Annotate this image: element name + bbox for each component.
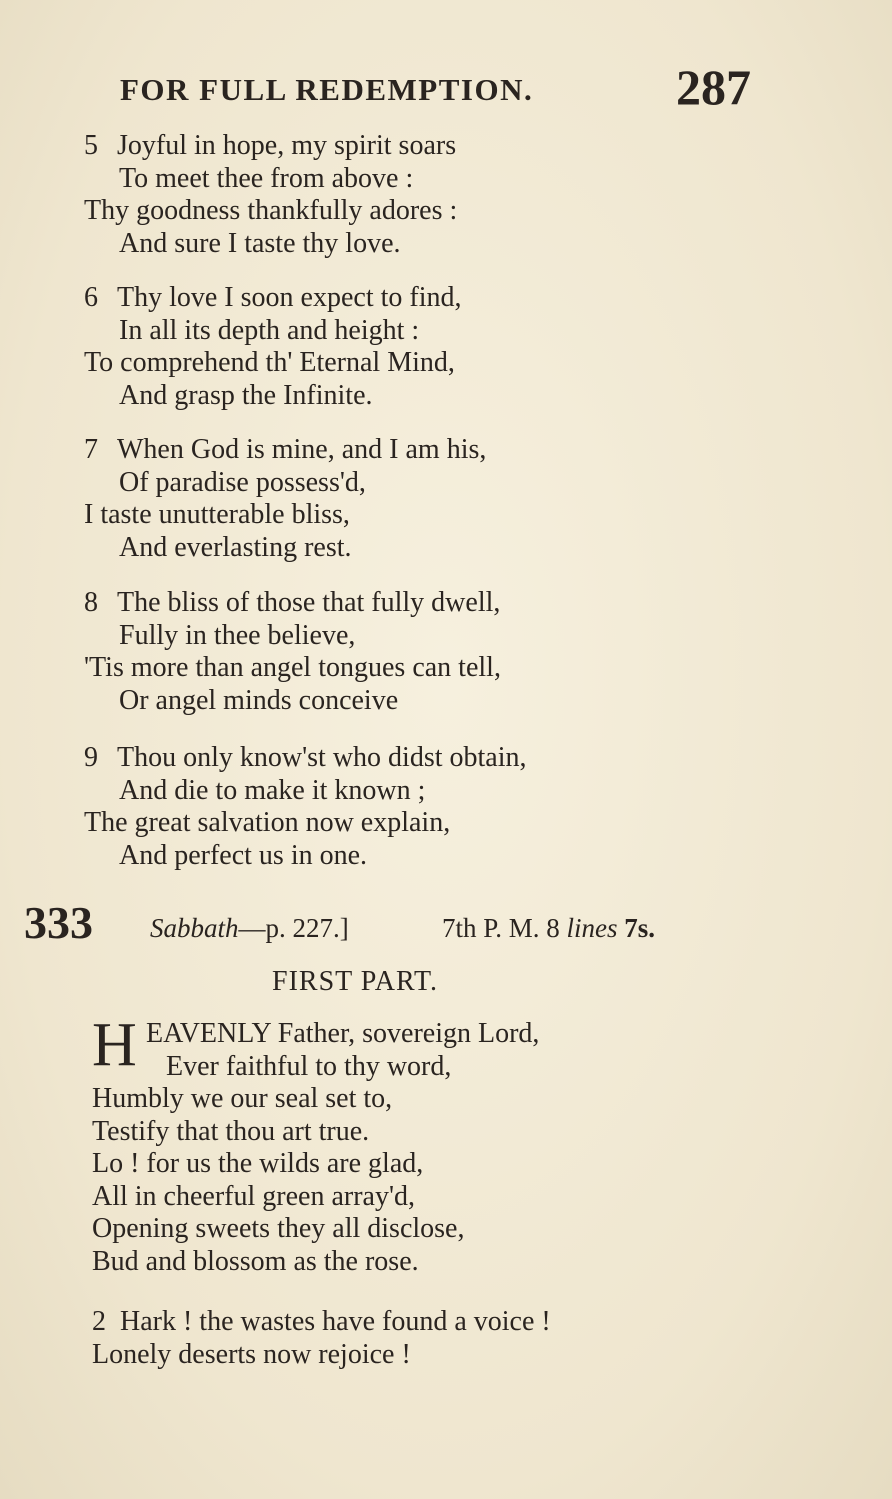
verse-line: Lo ! for us the wilds are glad, xyxy=(92,1148,424,1179)
verse-line: Humbly we our seal set to, xyxy=(92,1083,393,1114)
verse-line: EAVENLY Father, sovereign Lord, xyxy=(146,1018,540,1049)
verse-line: Ever faithful to thy word, xyxy=(166,1050,452,1082)
verse-line: Lonely deserts now rejoice ! xyxy=(92,1338,411,1370)
stanza-7 xyxy=(84,434,486,564)
stanza-line: To comprehend th' Eternal Mind, xyxy=(84,347,455,378)
stanza-line: 8 The bliss of those that fully dwell, xyxy=(84,587,501,618)
stanza-line: The great salvation now explain, xyxy=(84,807,451,838)
hymn-reference: Sabbath—p. 227.] xyxy=(150,913,349,943)
stanza-6 xyxy=(84,282,461,412)
stanza-line: And everlasting rest. xyxy=(119,531,352,563)
stanza-number: 9 xyxy=(84,742,98,773)
stanza-line: And sure I taste thy love. xyxy=(119,227,401,259)
verse-1-capped-lines xyxy=(146,1018,539,1083)
stanza-line: I taste unutterable bliss, xyxy=(84,499,350,530)
stanza-line: 5 Joyful in hope, my spirit soars xyxy=(84,130,457,161)
stanza-line: To meet thee from above : xyxy=(119,162,414,194)
hymn-number: 333 xyxy=(24,897,93,948)
verse-line: Bud and blossom as the rose. xyxy=(92,1245,419,1277)
verse-line: Testify that thou art true. xyxy=(92,1115,370,1147)
hymn-meter: 7th P. M. 8 lines 7s. xyxy=(442,913,656,943)
stanza-number: 6 xyxy=(84,282,98,313)
stanza-line: 'Tis more than angel tongues can tell, xyxy=(84,652,501,683)
verse-line: All in cheerful green array'd, xyxy=(92,1180,415,1212)
hymn-header xyxy=(24,896,864,956)
stanza-line: 9 Thou only know'st who didst obtain, xyxy=(84,742,527,773)
running-head xyxy=(120,58,780,114)
stanza-number: 8 xyxy=(84,587,98,618)
stanza-line: 7 When God is mine, and I am his, xyxy=(84,434,487,465)
drop-cap: H xyxy=(92,1011,137,1079)
stanza-8 xyxy=(84,587,501,717)
stanza-line: Thy goodness thankfully adores : xyxy=(84,195,458,226)
stanza-5 xyxy=(84,130,457,260)
stanza-line: Fully in thee believe, xyxy=(119,619,356,651)
stanza-line: Of paradise possess'd, xyxy=(119,466,366,498)
stanza-line: Or angel minds conceive xyxy=(119,684,399,716)
stanza-line: And grasp the Infinite. xyxy=(119,379,373,411)
running-title: FOR FULL REDEMPTION. xyxy=(120,72,534,107)
verse-line: Opening sweets they all disclose, xyxy=(92,1213,465,1244)
part-title: FIRST PART. xyxy=(272,966,438,997)
stanza-line: In all its depth and height : xyxy=(119,314,420,346)
verse-line: 2 Hark ! the wastes have found a voice ! xyxy=(92,1306,551,1337)
verse-1 xyxy=(92,1083,464,1278)
verse-number: 2 xyxy=(92,1306,106,1337)
stanza-line: And perfect us in one. xyxy=(119,839,368,871)
verse-2 xyxy=(92,1306,551,1371)
page-number: 287 xyxy=(676,59,751,115)
stanza-9 xyxy=(84,742,527,872)
stanza-line: And die to make it known ; xyxy=(119,774,426,806)
stanza-number: 5 xyxy=(84,130,98,161)
stanza-number: 7 xyxy=(84,434,98,465)
stanza-line: 6 Thy love I soon expect to find, xyxy=(84,282,462,313)
